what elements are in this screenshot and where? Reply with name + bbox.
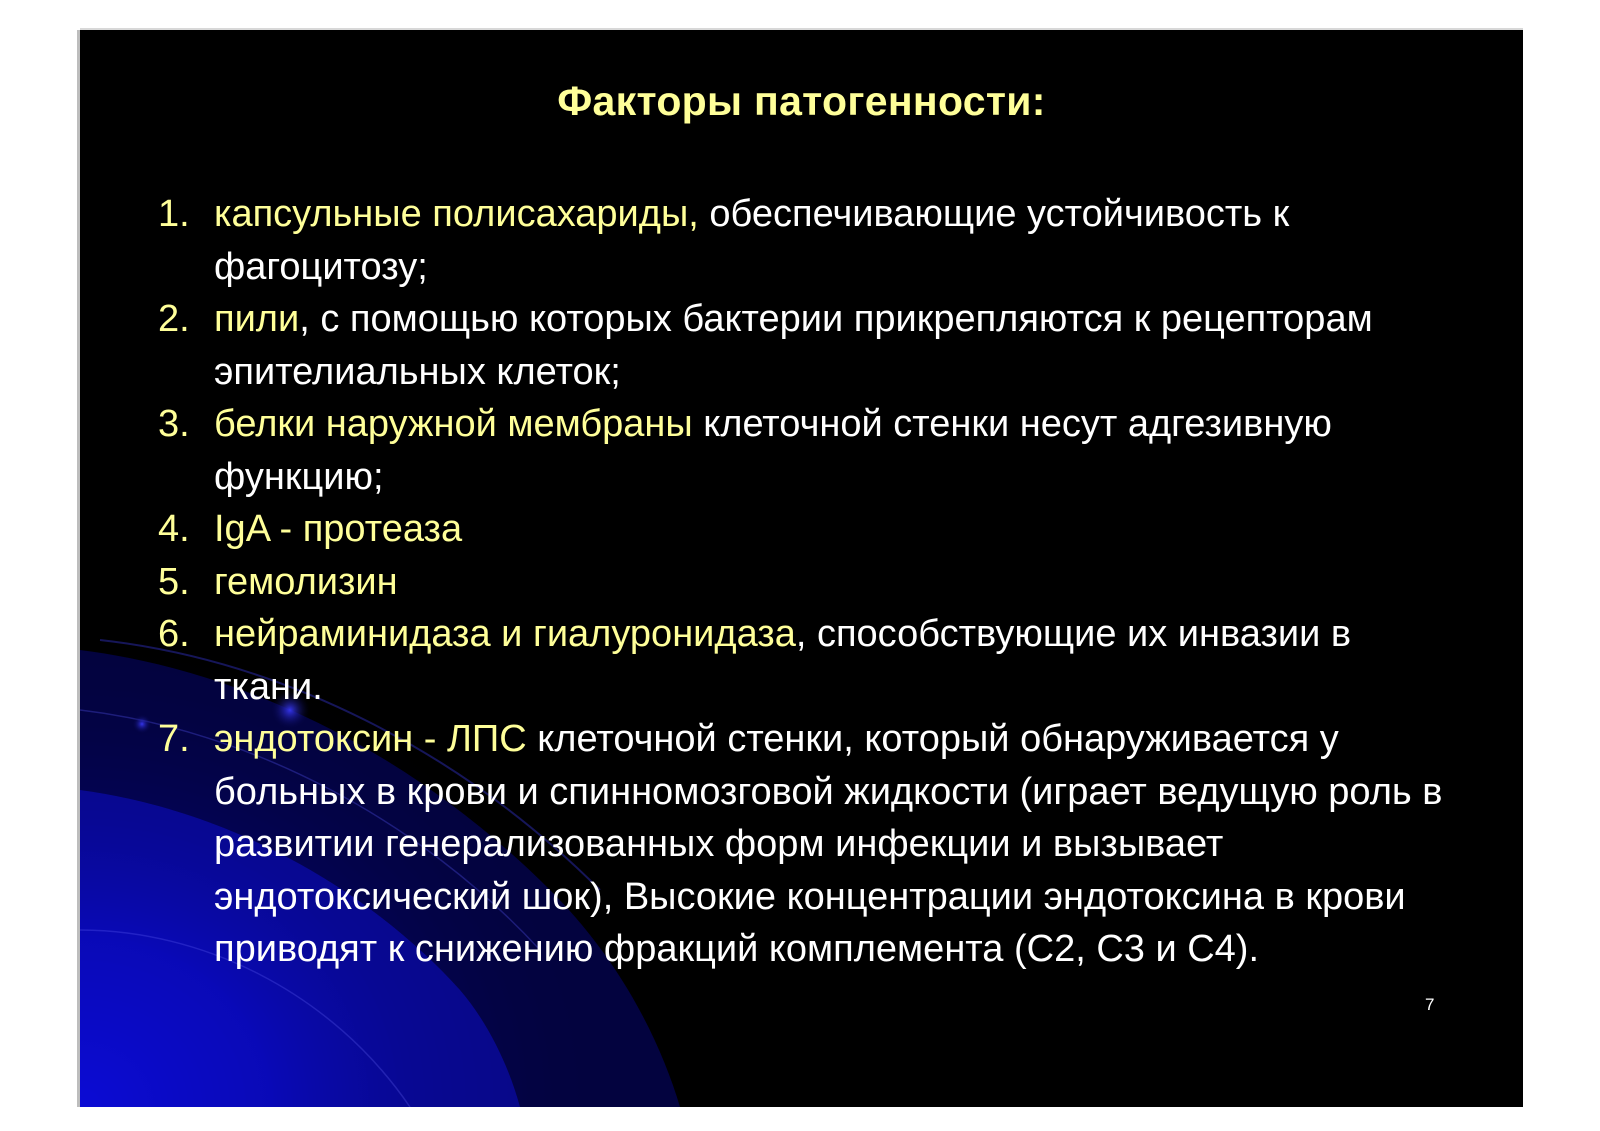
item-highlight: IgA - протеаза [214, 508, 463, 550]
item-number: 6. [158, 613, 190, 655]
item-highlight: эндотоксин - ЛПС [214, 718, 527, 760]
item-text: клеточной стенки, который обнаруживается у больных в крови и спинномозговой жидкости (играет ведущую роль в развитии генерализованных форм инфекции и вызывает эндотоксический шок), Высокие концентрации эндотоксина в крови приводят к снижению фракций комплемента (С2, С3 и С4). [214, 718, 1443, 970]
item-number: 3. [158, 403, 190, 445]
item-number: 7. [158, 718, 190, 760]
item-highlight: капсульные полисахариды [214, 193, 689, 235]
slide [80, 30, 1523, 1107]
page-number: 7 [1425, 995, 1435, 1014]
pathogenicity-factors-list [158, 188, 1458, 976]
item-number: 1. [158, 193, 190, 235]
item-highlight: пили [214, 298, 300, 340]
list-item [158, 188, 1458, 293]
list-item [158, 503, 1458, 556]
item-punct: , [688, 193, 699, 235]
list-item [158, 398, 1458, 503]
item-text: , способствующие их инвазии в ткани. [214, 613, 1352, 708]
item-number: 4. [158, 508, 190, 550]
item-highlight: гемолизин [214, 560, 398, 603]
list-item [158, 293, 1458, 398]
list-item [158, 556, 1458, 609]
item-text: , с помощью которых бактерии прикрепляются к рецепторам эпителиальных клеток; [214, 298, 1373, 393]
item-highlight: нейраминидаза и гиалуронидаза [214, 613, 796, 655]
item-number: 2. [158, 298, 190, 340]
slide-title: Факторы патогенности: [557, 78, 1046, 124]
list-item [158, 608, 1458, 713]
list-item [158, 713, 1458, 976]
item-number: 5. [158, 560, 190, 603]
item-text: обеспечивающие устойчивость к фагоцитозу; [214, 193, 1290, 288]
item-highlight: белки наружной мембраны [214, 403, 693, 445]
item-text: клеточной стенки несут адгезивную функцию; [214, 403, 1332, 498]
